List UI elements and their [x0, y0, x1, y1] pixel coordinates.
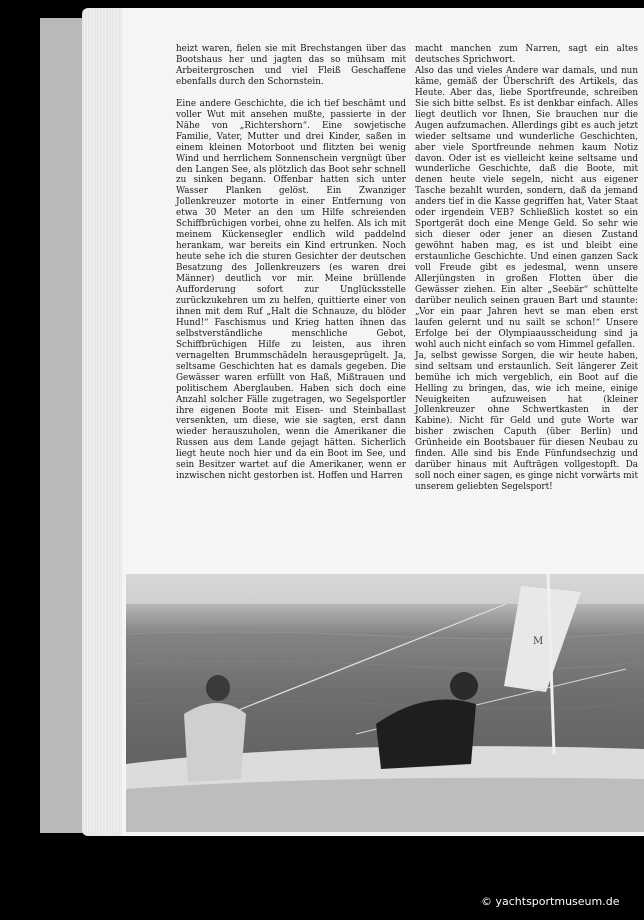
paragraph: Eine andere Geschichte, die ich tief beschämt und voller Wut mit ansehen mußte, passierte in der Nähe von „Richtershorn“. Eine sowjetische Familie, Vater, Mutter und drei Kinder, saßen in einem kleinen Motorboot und flitzten bei wenig Wind und herrlichem Sonnenschein vergnügt über den Langen See, als plötzlich das Boot sehr schnell zu sinken begann. Offenbar hatten sich unter Wasser Planken gelöst. Ein Zwanziger Jollenkreuzer motorte in einer Entfernung von etwa 30 Meter an den um Hilfe schreienden Schiffbrüchigen vorbei, ohne zu helfen. Als ich mit meinem Kückensegler endlich wild paddelnd herankam, war bereits ein Kind ertrunken. Noch heute sehe ich die sturen Gesichter der deutschen Besatzung des Jollenkreuzers (es waren drei Männer) deutlich vor mir. Meine brüllende Aufforderung sofort zur Unglücksstelle zurückzukehren um zu helfen, quittierte einer von ihnen mit dem Ruf „Halt die Schnauze, du blöder Hund!“ Faschismus und Krieg hatten ihnen das selbstverständliche menschliche Gebot, Schiffbrüchigen Hilfe zu leisten, aus ihren vernagelten Brummschädeln herausgeprügelt. Ja, seltsame Geschichten hat es damals gegeben. Die Gewässer waren erfüllt von Haß, Mißtrauen und politischem Aberglauben. Haben sich doch eine Anzahl solcher Fälle zugetragen, wo Segelsportler ihre eigenen Boote mit Eisen- und Steinballast versenkten, um diese, wie sie sagten, erst dann wieder herauszuholen, wenn die Amerikaner die Russen aus dem Lande gejagt hätten. Sicherlich liegt heute noch hier und da ein Boot im See, und sein Besitzer wartet auf die Amerikaner, wenn er inzwischen nicht gestorben ist. Hoffen und Harren [176, 98, 406, 482]
paragraph: Ja, selbst gewisse Sorgen, die wir heute haben, sind seltsam und erstaunlich. Seit längerer Zeit bemühe ich mich vergeblich, ein Boot auf die Helling zu bringen, das, wie ich meine, einige Neuigkeiten aufzuweisen hat (kleiner Jollenkreuzer ohne Schwertkasten in der Kabine). Nicht für Geld und gute Worte war bisher zwischen Caputh (über Berlin) und Grünheide ein Bootsbauer für diesen Neubau zu finden. Alle sind bis Ende Fünfundsechzig und darüber hinaus mit Aufträgen vollgestopft. Da soll noch einer sagen, es ginge nicht vorwärts mit unserem geliebten Segelsport! [415, 350, 638, 493]
sail-mark: M [533, 636, 544, 647]
sailing-photo [126, 574, 644, 832]
text-column-right [415, 44, 638, 493]
sailor-left-head [206, 675, 230, 701]
sailing-dinghy-photo [126, 574, 644, 832]
sailor-right-head [450, 672, 478, 700]
paragraph: heizt waren, fielen sie mit Brechstangen über das Bootshaus her und jagten das so mühsam mit Arbeitergroschen und viel Fleiß Geschaffene ebenfalls durch den Schornstein. [176, 44, 406, 87]
sailor-left-body [184, 703, 246, 782]
page-edges [82, 8, 126, 836]
text-column-left [176, 44, 406, 482]
paragraph: Also das und vieles Andere war damals, und nun käme, gemäß der Überschrift des Artikels, das Heute. Aber das, liebe Sportfreunde, schreiben Sie sich bitte selbst. Es ist denkbar einfach. Alles liegt deutlich vor Ihnen, Sie brauchen nur die Augen aufzumachen. Allerdings gibt es auch jetzt wieder seltsame und wunderliche Geschichten, aber viele Sportfreunde nehmen kaum Notiz davon. Oder ist es vielleicht keine seltsame und wunderliche Geschichte, daß die Boote, mit denen heute viele segeln, nicht aus eigener Tasche bezahlt wurden, sondern, daß da jemand anders tief in die Kasse gegriffen hat, Vater Staat oder irgendein VEB? Schließlich kostet so ein Sportgerät doch eine Menge Geld. So sehr wie sich dieser oder jener an diesen Zustand gewöhnt haben mag, es ist und bleibt eine erstaunliche Geschichte. Und einen ganzen Sack voll Freude gibt es jedesmal, wenn unsere Allerjüngsten in großen Flotten über die Gewässer ziehen. Ein alter „Seebär“ schüttelte darüber neulich seinen grauen Bart und staunte: „Vor ein paar Jahren hevt se man eben erst laufen gelernt und nu sailt se schon!“ Unsere Erfolge bei der Olympiaausscheidung sind ja wohl auch nicht einfach so vom Himmel gefallen. [415, 65, 638, 350]
copyright-credit: © yachtsportmuseum.de [481, 895, 620, 908]
paragraph: macht manchen zum Narren, sagt ein altes deutsches Sprichwort. [415, 44, 638, 65]
